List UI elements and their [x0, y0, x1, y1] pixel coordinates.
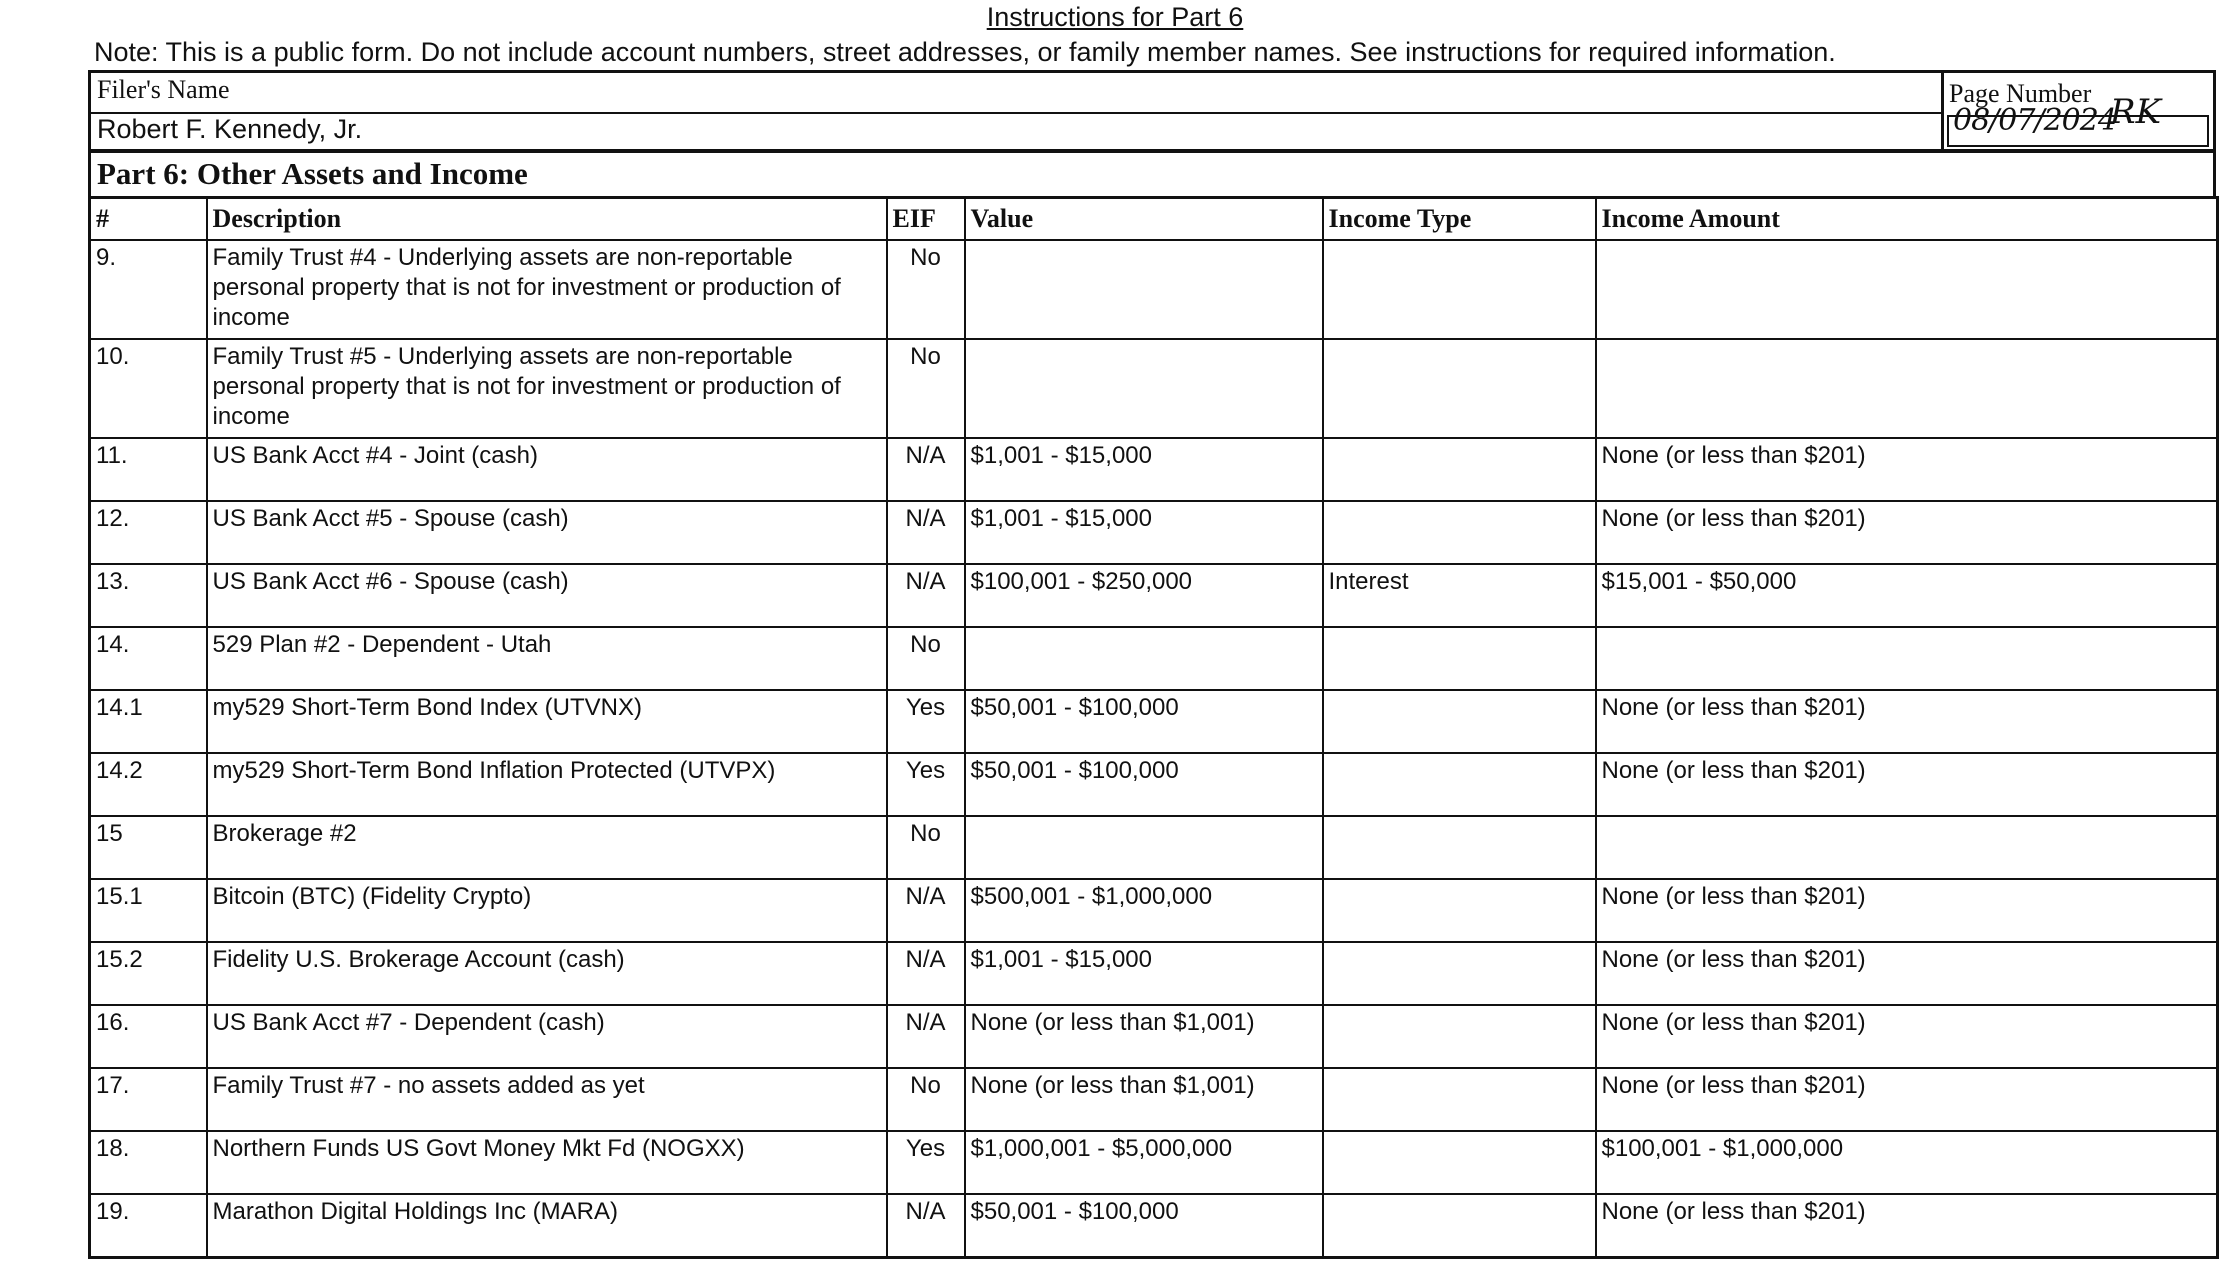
row-value: $500,001 - $1,000,000: [965, 879, 1323, 942]
row-income-amount: [1596, 240, 2218, 339]
col-header-description: Description: [207, 198, 887, 241]
row-number: 17.: [90, 1068, 207, 1131]
instructions-link[interactable]: Instructions for Part 6: [986, 2, 1244, 32]
row-income-amount: $15,001 - $50,000: [1596, 564, 2218, 627]
row-income-amount: None (or less than $201): [1596, 1194, 2218, 1257]
row-income-type: [1323, 1068, 1596, 1131]
table-row: [90, 1131, 2218, 1194]
row-description: Family Trust #7 - no assets added as yet: [207, 1068, 887, 1131]
divider: [91, 112, 1941, 114]
row-number: 15.1: [90, 879, 207, 942]
col-header-eif: EIF: [887, 198, 965, 241]
filer-header-box: [88, 70, 2216, 152]
row-number: 10.: [90, 339, 207, 438]
col-header-income-amount: Income Amount: [1596, 198, 2218, 241]
row-description: Bitcoin (BTC) (Fidelity Crypto): [207, 879, 887, 942]
row-income-amount: None (or less than $201): [1596, 879, 2218, 942]
col-header-number: #: [90, 198, 207, 241]
table-row: [90, 339, 2218, 438]
row-description: US Bank Acct #7 - Dependent (cash): [207, 1005, 887, 1068]
table-row: [90, 1068, 2218, 1131]
col-header-income-type: Income Type: [1323, 198, 1596, 241]
row-income-type: [1323, 816, 1596, 879]
row-value: $50,001 - $100,000: [965, 1194, 1323, 1257]
table-row: [90, 942, 2218, 1005]
row-value: $1,001 - $15,000: [965, 501, 1323, 564]
row-description: Fidelity U.S. Brokerage Account (cash): [207, 942, 887, 1005]
row-value: $50,001 - $100,000: [965, 753, 1323, 816]
row-income-amount: None (or less than $201): [1596, 438, 2218, 501]
filer-name-label: Filer's Name: [97, 75, 230, 104]
row-income-amount: None (or less than $201): [1596, 690, 2218, 753]
public-form-note: Note: This is a public form. Do not include account numbers, street addresses, or family member names. See instructions for required information.: [94, 37, 1836, 67]
row-income-amount: None (or less than $201): [1596, 501, 2218, 564]
row-number: 18.: [90, 1131, 207, 1194]
row-description: Marathon Digital Holdings Inc (MARA): [207, 1194, 887, 1257]
row-number: 15.2: [90, 942, 207, 1005]
instructions-header: [0, 0, 2230, 34]
row-eif: N/A: [887, 501, 965, 564]
row-income-amount: [1596, 339, 2218, 438]
row-number: 9.: [90, 240, 207, 339]
row-eif: No: [887, 1068, 965, 1131]
row-income-type: [1323, 1005, 1596, 1068]
row-number: 14.2: [90, 753, 207, 816]
initials-signature: RK: [2110, 92, 2161, 132]
row-income-type: [1323, 1131, 1596, 1194]
row-value: $1,000,001 - $5,000,000: [965, 1131, 1323, 1194]
row-number: 16.: [90, 1005, 207, 1068]
row-number: 12.: [90, 501, 207, 564]
row-income-type: [1323, 501, 1596, 564]
row-eif: N/A: [887, 1005, 965, 1068]
row-income-type: [1323, 627, 1596, 690]
row-description: US Bank Acct #5 - Spouse (cash): [207, 501, 887, 564]
row-description: US Bank Acct #4 - Joint (cash): [207, 438, 887, 501]
row-value: None (or less than $1,001): [965, 1068, 1323, 1131]
col-header-value: Value: [965, 198, 1323, 241]
row-income-type: [1323, 942, 1596, 1005]
table-row: [90, 690, 2218, 753]
row-value: [965, 339, 1323, 438]
row-value: $50,001 - $100,000: [965, 690, 1323, 753]
table-row: [90, 753, 2218, 816]
row-value: $1,001 - $15,000: [965, 942, 1323, 1005]
row-value: $100,001 - $250,000: [965, 564, 1323, 627]
row-income-type: [1323, 438, 1596, 501]
row-description: my529 Short-Term Bond Index (UTVNX): [207, 690, 887, 753]
row-income-type: [1323, 1194, 1596, 1257]
row-income-amount: [1596, 627, 2218, 690]
row-number: 15: [90, 816, 207, 879]
row-income-type: [1323, 339, 1596, 438]
row-income-amount: None (or less than $201): [1596, 1005, 2218, 1068]
assets-income-table: [88, 196, 2219, 1259]
table-row: [90, 1194, 2218, 1257]
row-eif: Yes: [887, 690, 965, 753]
row-income-type: [1323, 753, 1596, 816]
row-eif: N/A: [887, 564, 965, 627]
row-number: 11.: [90, 438, 207, 501]
row-eif: N/A: [887, 438, 965, 501]
table-row: [90, 879, 2218, 942]
row-number: 19.: [90, 1194, 207, 1257]
row-income-amount: None (or less than $201): [1596, 1068, 2218, 1131]
row-eif: N/A: [887, 942, 965, 1005]
row-income-type: [1323, 240, 1596, 339]
row-description: Family Trust #5 - Underlying assets are non-reportable personal property that is not for investment or production of income: [207, 339, 887, 438]
row-eif: N/A: [887, 879, 965, 942]
row-value: [965, 240, 1323, 339]
table-header-row: [90, 198, 2218, 241]
row-income-amount: None (or less than $201): [1596, 942, 2218, 1005]
row-number: 13.: [90, 564, 207, 627]
table-row: [90, 240, 2218, 339]
row-income-type: Interest: [1323, 564, 1596, 627]
table-row: [90, 1005, 2218, 1068]
row-eif: No: [887, 627, 965, 690]
table-row: [90, 816, 2218, 879]
row-income-amount: [1596, 816, 2218, 879]
row-description: my529 Short-Term Bond Inflation Protected (UTVPX): [207, 753, 887, 816]
row-income-amount: $100,001 - $1,000,000: [1596, 1131, 2218, 1194]
table-row: [90, 501, 2218, 564]
part-title: Part 6: Other Assets and Income: [88, 150, 2216, 196]
page-number-label: Page Number: [1949, 79, 2092, 108]
page-number-handwritten: 08/07/2024: [1953, 103, 2116, 138]
filer-cell: [91, 73, 1944, 149]
table-row: [90, 438, 2218, 501]
row-description: Northern Funds US Govt Money Mkt Fd (NOGXX): [207, 1131, 887, 1194]
row-description: 529 Plan #2 - Dependent - Utah: [207, 627, 887, 690]
row-eif: Yes: [887, 753, 965, 816]
row-income-amount: None (or less than $201): [1596, 753, 2218, 816]
row-eif: No: [887, 816, 965, 879]
row-value: None (or less than $1,001): [965, 1005, 1323, 1068]
row-number: 14.: [90, 627, 207, 690]
row-eif: Yes: [887, 1131, 965, 1194]
row-description: Family Trust #4 - Underlying assets are non-reportable personal property that is not for investment or production of income: [207, 240, 887, 339]
row-value: $1,001 - $15,000: [965, 438, 1323, 501]
row-value: [965, 627, 1323, 690]
row-description: Brokerage #2: [207, 816, 887, 879]
row-description: US Bank Acct #6 - Spouse (cash): [207, 564, 887, 627]
row-eif: No: [887, 240, 965, 339]
filer-name-value: Robert F. Kennedy, Jr.: [97, 114, 363, 144]
row-number: 14.1: [90, 690, 207, 753]
row-income-type: [1323, 879, 1596, 942]
row-income-type: [1323, 690, 1596, 753]
table-row: [90, 564, 2218, 627]
row-eif: N/A: [887, 1194, 965, 1257]
row-value: [965, 816, 1323, 879]
table-row: [90, 627, 2218, 690]
row-eif: No: [887, 339, 965, 438]
